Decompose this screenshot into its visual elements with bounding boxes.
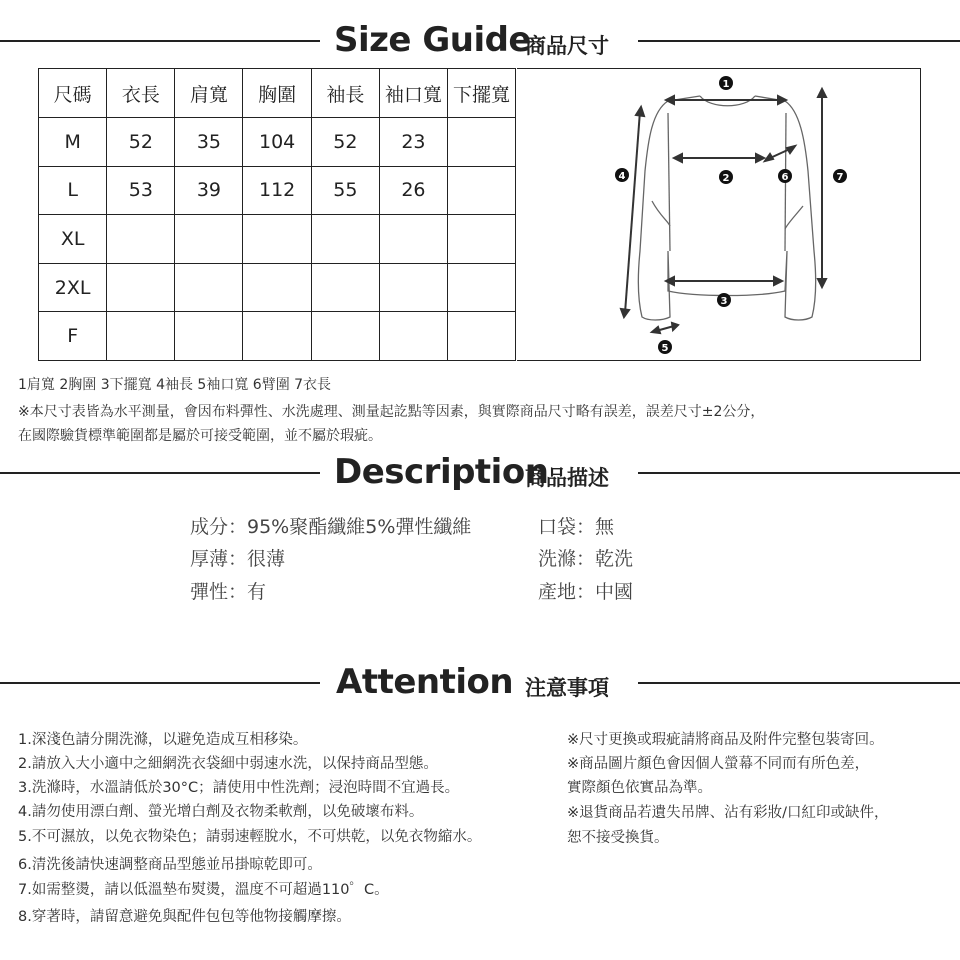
table-header-cell: 衣長 — [107, 69, 175, 118]
table-cell — [447, 215, 515, 264]
measurement-note-line2: 在國際驗貨標準範圍都是屬於可接受範圍，並不屬於瑕疵。 — [18, 428, 382, 444]
attention-item: 4.請勿使用漂白劑、螢光增白劑及衣物柔軟劑，以免破壞布料。 — [18, 804, 424, 820]
table-row — [39, 263, 516, 312]
table-cell: M — [39, 118, 107, 167]
divider-right — [638, 682, 960, 684]
garment-diagram — [517, 68, 921, 361]
table-cell: 104 — [243, 118, 311, 167]
attention-item: 5.不可濕放，以免衣物染色；請弱速輕脫水，不可烘乾，以免衣物縮水。 — [18, 829, 482, 845]
table-cell — [107, 263, 175, 312]
table-cell — [311, 312, 379, 361]
table-cell — [447, 263, 515, 312]
table-cell: 112 — [243, 166, 311, 215]
table-cell — [379, 312, 447, 361]
table-cell — [311, 263, 379, 312]
table-cell: 52 — [311, 118, 379, 167]
table-cell: 39 — [175, 166, 243, 215]
table-header-row — [39, 69, 516, 118]
policy-note: ※尺寸更換或瑕疵請將商品及附件完整包裝寄回。 — [567, 732, 884, 748]
table-cell — [107, 215, 175, 264]
table-cell: L — [39, 166, 107, 215]
attention-title: Attention — [336, 662, 514, 702]
table-cell — [447, 166, 515, 215]
size-guide-header — [0, 16, 960, 66]
marker-label: 4 — [618, 171, 626, 182]
marker-label: 3 — [720, 296, 728, 307]
measurement-legend: 1肩寬 2胸圍 3下擺寬 4袖長 5袖口寬 6臂圍 7衣長 — [18, 377, 332, 393]
size-guide-title: Size Guide — [334, 20, 531, 60]
attention-header — [0, 658, 960, 708]
table-cell — [243, 312, 311, 361]
divider-right — [638, 40, 960, 42]
table-cell: 55 — [311, 166, 379, 215]
attention-item: 7.如需整燙，請以低溫墊布熨燙，溫度不可超過110゜C。 — [18, 882, 389, 898]
attention-title-zh: 注意事項 — [525, 676, 609, 700]
marker-label: 6 — [781, 172, 789, 183]
policy-note: ※退貨商品若遺失吊牌、沾有彩妝/口紅印或缺件， — [567, 805, 889, 821]
table-cell: 2XL — [39, 263, 107, 312]
desc-thickness: 厚薄：很薄 — [190, 548, 286, 570]
table-cell — [175, 263, 243, 312]
table-cell — [243, 263, 311, 312]
table-header-cell: 胸圍 — [243, 69, 311, 118]
desc-origin: 產地：中國 — [538, 581, 634, 603]
policy-note: 恕不接受換貨。 — [567, 830, 669, 846]
attention-item: 1.深淺色請分開洗滌，以避免造成互相移染。 — [18, 732, 308, 748]
table-cell — [243, 215, 311, 264]
attention-item: 8.穿著時，請留意避免與配件包包等他物接觸摩擦。 — [18, 909, 351, 925]
description-header — [0, 448, 960, 498]
table-cell: 23 — [379, 118, 447, 167]
table-row — [39, 215, 516, 264]
table-cell — [175, 312, 243, 361]
size-guide-title-zh: 商品尺寸 — [525, 34, 609, 58]
table-header-cell: 尺碼 — [39, 69, 107, 118]
shirt-illustration — [517, 69, 920, 361]
marker-label: 5 — [661, 343, 669, 354]
marker-label: 2 — [722, 173, 730, 184]
divider-left — [0, 40, 320, 42]
size-table — [38, 68, 516, 361]
attention-item: 3.洗滌時，水溫請低於30°C；請使用中性洗劑；浸泡時間不宜過長。 — [18, 780, 460, 796]
description-title-zh: 商品描述 — [525, 466, 609, 490]
table-header-cell: 袖長 — [311, 69, 379, 118]
table-cell: 35 — [175, 118, 243, 167]
table-cell: 52 — [107, 118, 175, 167]
table-cell: 53 — [107, 166, 175, 215]
measurement-note-line1: ※本尺寸表皆為水平測量，會因布料彈性、水洗處理、測量起訖點等因素，與實際商品尺寸略有誤差，誤差尺寸±2公分， — [18, 404, 765, 420]
table-cell: XL — [39, 215, 107, 264]
table-cell — [107, 312, 175, 361]
description-title: Description — [334, 452, 549, 492]
desc-pocket: 口袋：無 — [538, 516, 615, 538]
table-cell — [379, 263, 447, 312]
desc-material: 成分：95%聚酯纖維5%彈性纖維 — [190, 516, 472, 538]
shirt-outline — [638, 96, 815, 320]
table-header-cell: 下擺寬 — [447, 69, 515, 118]
marker-label: 1 — [722, 79, 730, 90]
table-cell — [379, 215, 447, 264]
attention-item: 6.清洗後請快速調整商品型態並吊掛晾乾即可。 — [18, 857, 322, 873]
attention-item: 2.請放入大小適中之細網洗衣袋細中弱速水洗，以保持商品型態。 — [18, 756, 438, 772]
desc-washing: 洗滌：乾洗 — [538, 548, 634, 570]
table-cell: F — [39, 312, 107, 361]
divider-left — [0, 682, 320, 684]
table-row — [39, 166, 516, 215]
desc-elasticity: 彈性：有 — [190, 581, 267, 603]
table-cell — [447, 312, 515, 361]
table-row — [39, 312, 516, 361]
marker-label: 7 — [836, 172, 844, 183]
table-cell — [311, 215, 379, 264]
measurement-markers — [615, 76, 847, 354]
table-cell: 26 — [379, 166, 447, 215]
table-header-cell: 袖口寬 — [379, 69, 447, 118]
table-cell — [447, 118, 515, 167]
table-header-cell: 肩寬 — [175, 69, 243, 118]
divider-right — [638, 472, 960, 474]
table-cell — [175, 215, 243, 264]
table-row — [39, 118, 516, 167]
policy-note: 實際顏色依實品為準。 — [567, 780, 712, 796]
policy-note: ※商品圖片顏色會因個人螢幕不同而有所色差， — [567, 756, 870, 772]
divider-left — [0, 472, 320, 474]
